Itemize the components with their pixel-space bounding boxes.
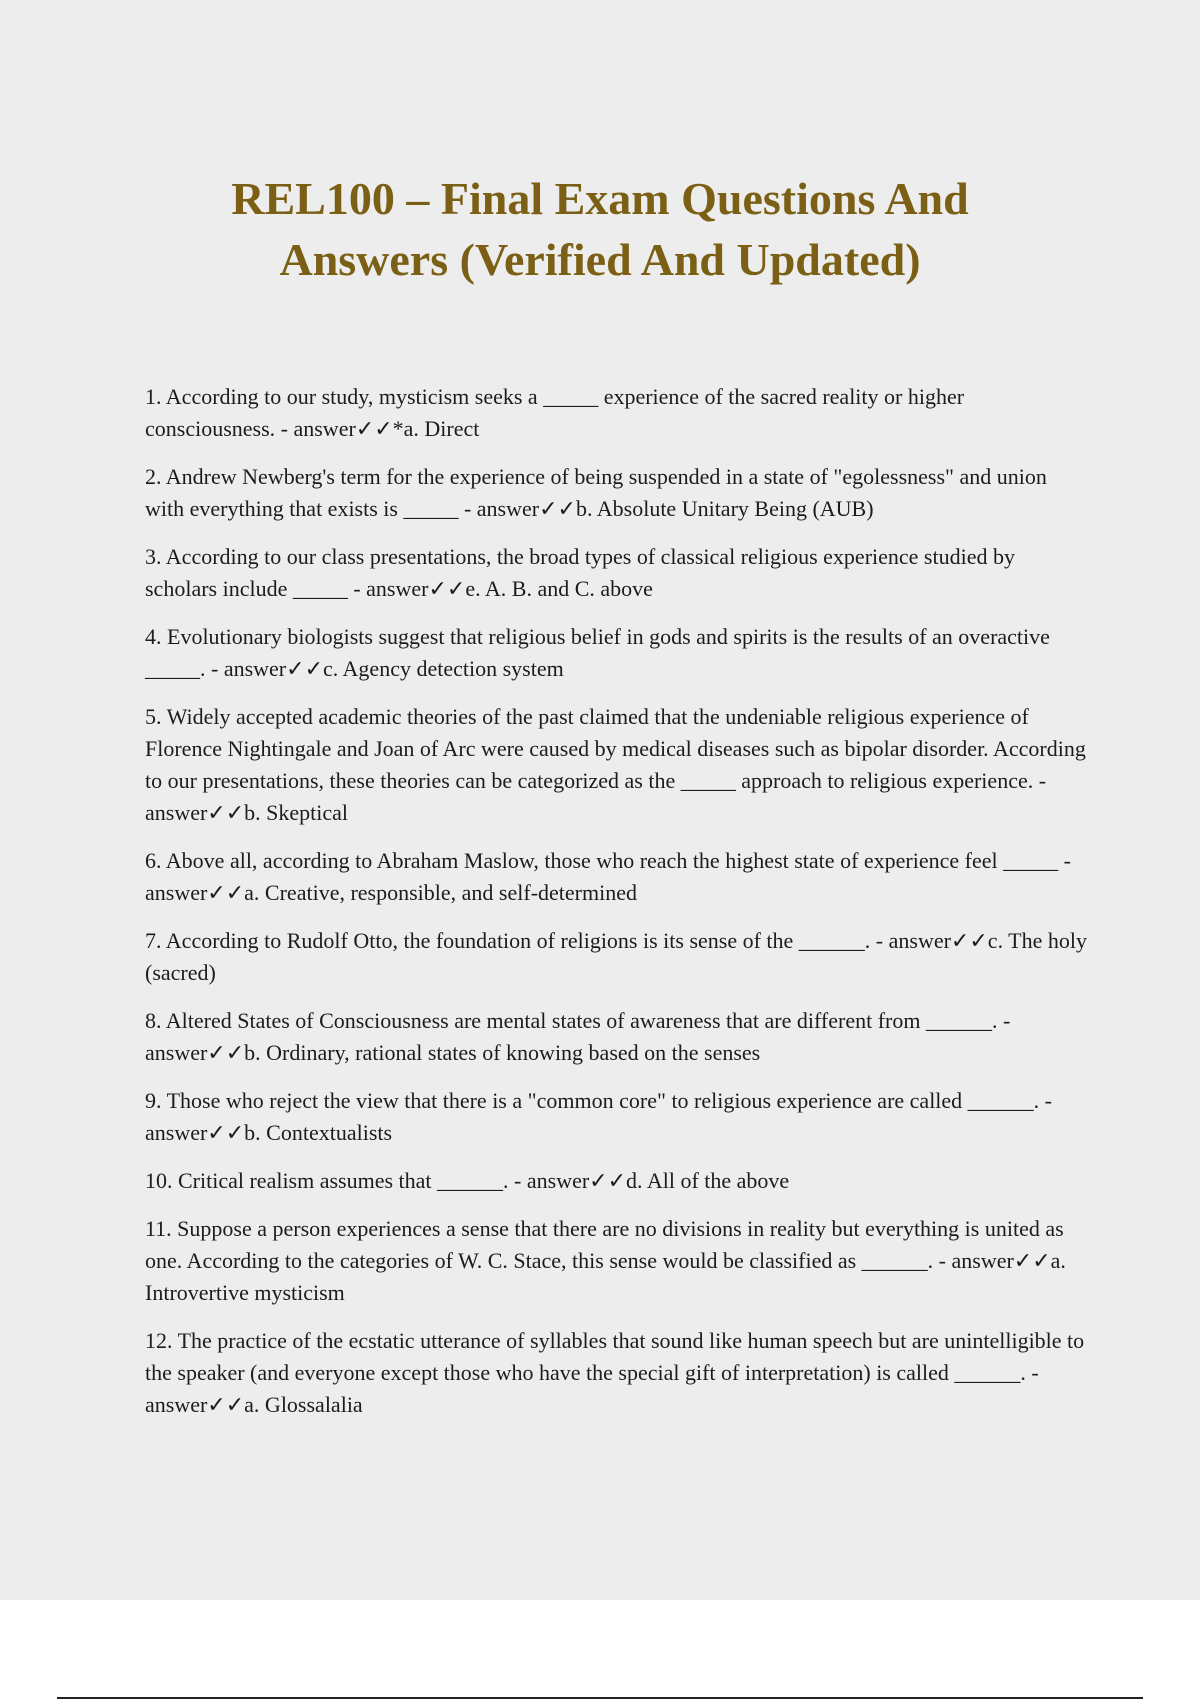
question-item: 6. Above all, according to Abraham Maslow, those who reach the highest state of experience feel _____ - answer✓✓a. Creative, responsible, and self-determined xyxy=(145,848,1071,905)
question-item: 11. Suppose a person experiences a sense that there are no divisions in reality but everything is united as one. According to the categories of W. C. Stace, this sense would be classified as ______. - answer✓✓a. Introvertive mysticism xyxy=(145,1216,1066,1305)
question-item: 2. Andrew Newberg's term for the experience of being suspended in a state of "egolessness" and union with everything that exists is _____ - answer✓✓b. Absolute Unitary Being (AUB) xyxy=(145,464,1047,521)
page-title xyxy=(100,168,1100,290)
question-item: 5. Widely accepted academic theories of the past claimed that the undeniable religious experience of Florence Nightingale and Joan of Arc were caused by medical diseases such as bipolar disorder. According to our presentations, these theories can be categorized as the _____ approach to religious experience. - answer✓✓b. Skeptical xyxy=(145,704,1086,825)
question-item: 7. According to Rudolf Otto, the foundation of religions is its sense of the ______. - answer✓✓c. The holy (sacred) xyxy=(145,928,1087,985)
question-item: 12. The practice of the ecstatic utterance of syllables that sound like human speech but are unintelligible to the speaker (and everyone except those who have the special gift of interpretation) is called ______. - answer✓✓a. Glossalalia xyxy=(145,1328,1085,1417)
question-item: 9. Those who reject the view that there is a "common core" to religious experience are called ______. - answer✓✓b. Contextualists xyxy=(145,1088,1053,1145)
title-line-2: Answers (Verified And Updated) xyxy=(279,234,921,285)
question-item: 1. According to our study, mysticism seeks a _____ experience of the sacred reality or higher consciousness. - answer✓✓*a. Direct xyxy=(145,384,965,441)
question-item: 10. Critical realism assumes that ______. - answer✓✓d. All of the above xyxy=(145,1168,790,1193)
question-item: 4. Evolutionary biologists suggest that religious belief in gods and spirits is the results of an overactive _____. - answer✓✓c. Agency detection system xyxy=(145,624,1050,681)
question-item: 8. Altered States of Consciousness are mental states of awareness that are different from ______. - answer✓✓b. Ordinary, rational states of knowing based on the senses xyxy=(145,1008,1011,1065)
title-line-1: REL100 – Final Exam Questions And xyxy=(231,173,969,224)
question-item: 3. According to our class presentations, the broad types of classical religious experience studied by scholars include _____ - answer✓✓e. A. B. and C. above xyxy=(145,544,1015,601)
question-list xyxy=(145,381,1090,1437)
page-divider xyxy=(57,1697,1143,1699)
